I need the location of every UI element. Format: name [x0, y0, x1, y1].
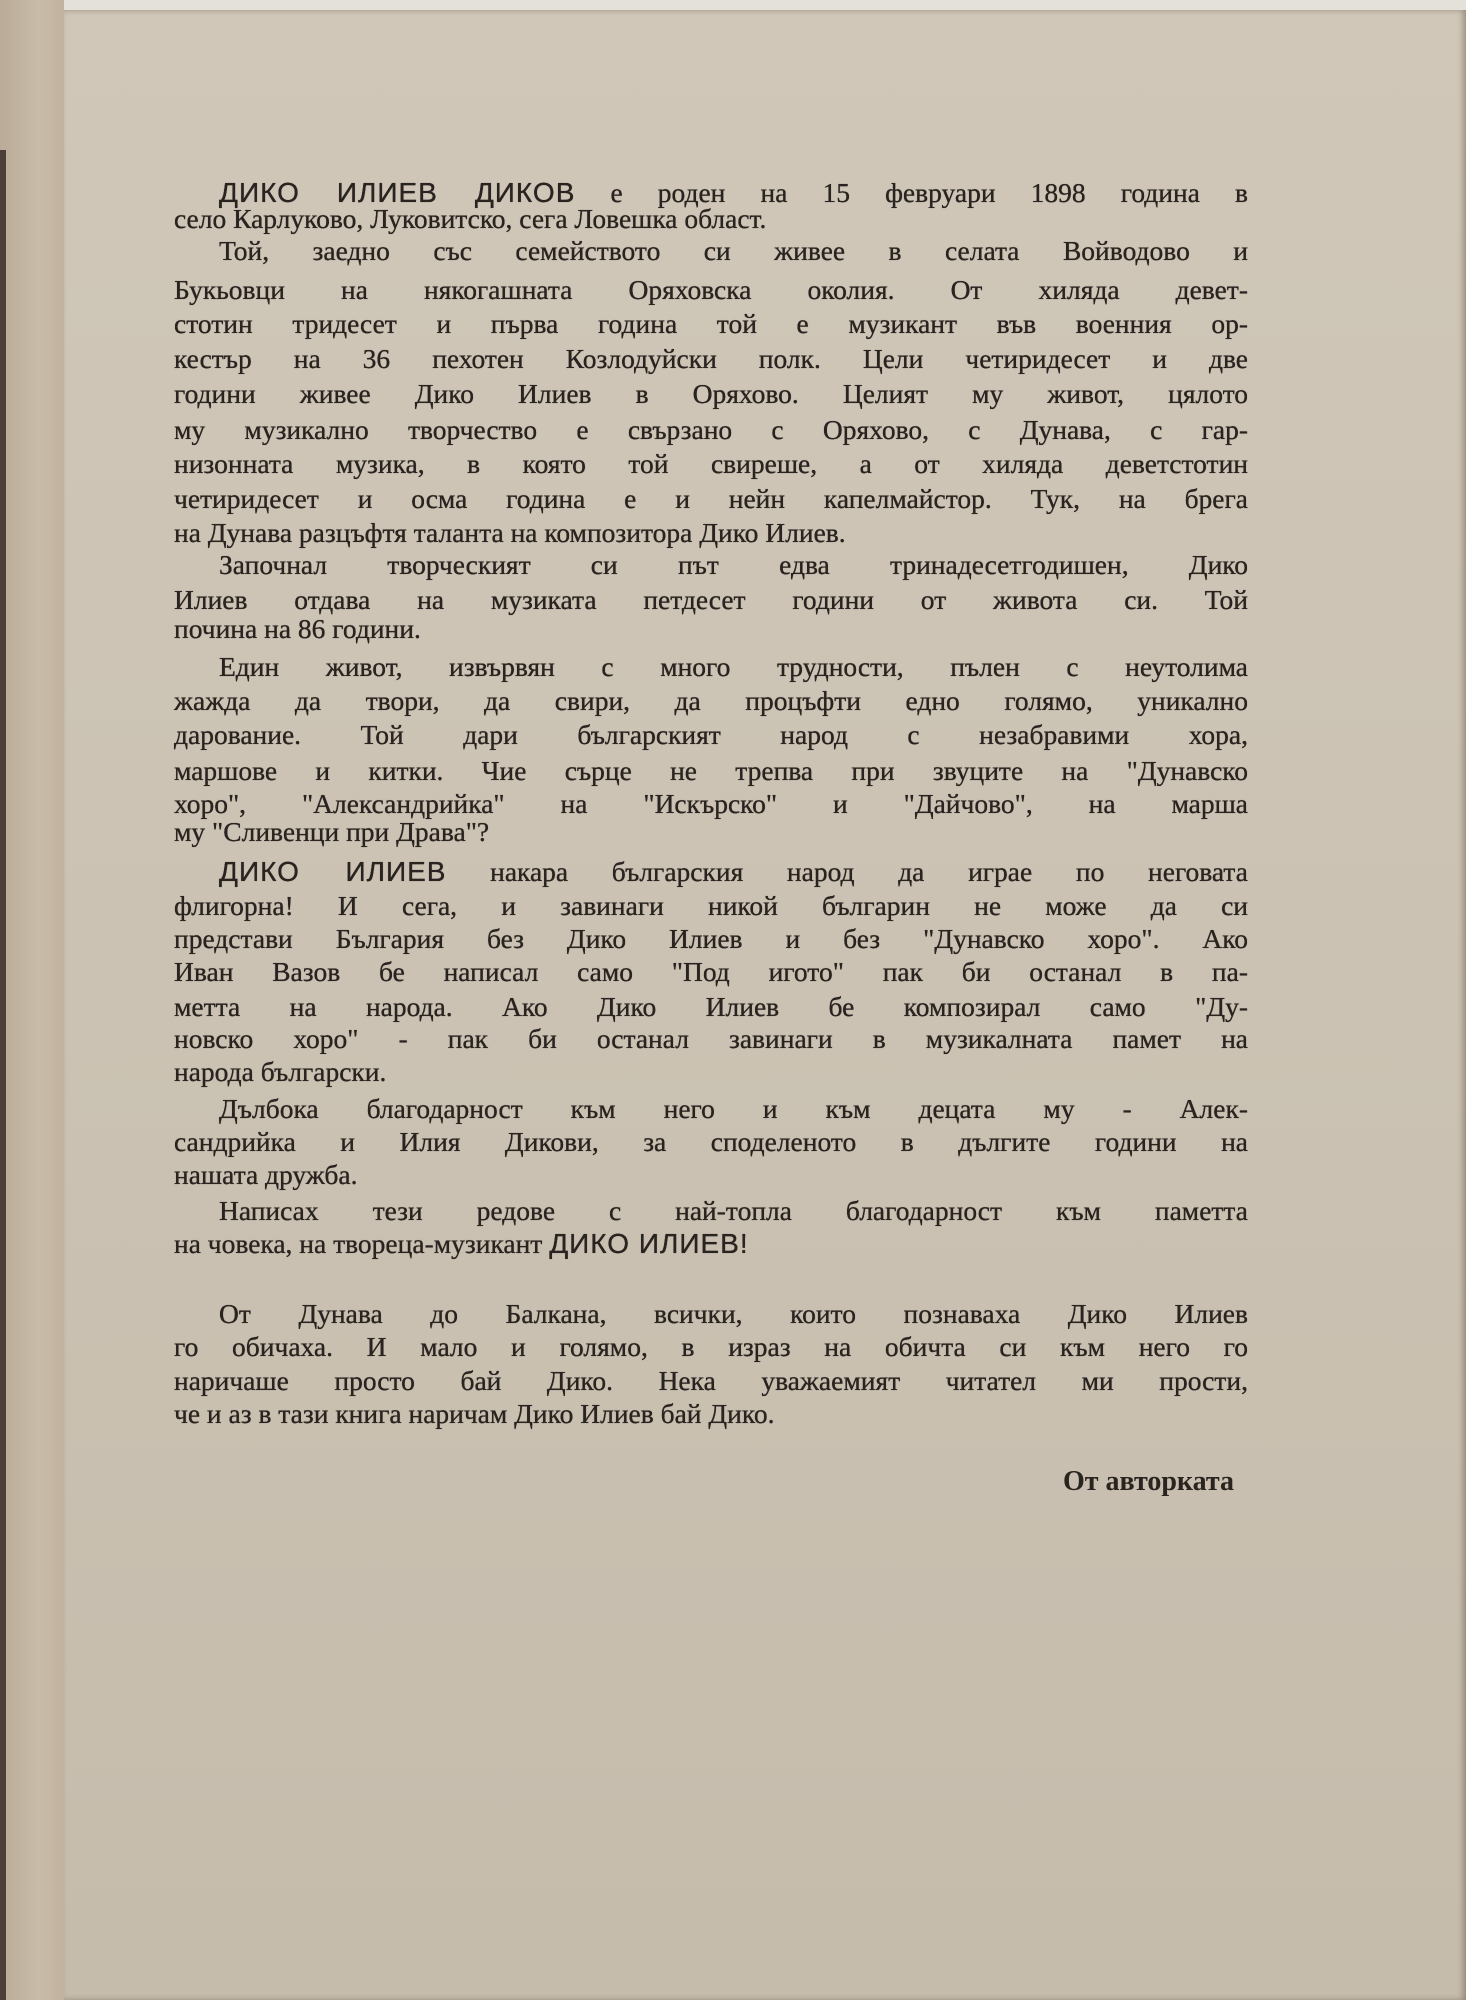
- text-segment: село Карлуково, Луковитско, сега Ловешка област.: [174, 203, 767, 234]
- text-segment: на човека, на твореца-музикант: [174, 1228, 550, 1259]
- text-segment: дарование. Той дари българският народ с незабравими хора,: [174, 719, 1248, 750]
- text-line: [174, 990, 1248, 1024]
- adjacent-page-edge: [0, 0, 66, 2000]
- text-line: [174, 922, 1248, 956]
- text-segment: Той, заедно със семейството си живее в селата Войводово и: [219, 235, 1248, 266]
- text-line: [219, 855, 1248, 889]
- text-line: [174, 684, 1248, 718]
- text-line: [174, 307, 1248, 341]
- text-segment: нашата дружба.: [174, 1159, 358, 1190]
- text-segment: Илиев отдава на музиката петдесет години от живота си. Той: [174, 584, 1248, 615]
- text-segment: наричаше просто бай Дико. Нека уважаемият читател ми прости,: [174, 1365, 1248, 1396]
- text-segment: флигорна! И сега, и завинаги никой българин не може да си: [174, 890, 1248, 921]
- text-segment: маршове и китки. Чие сърце не трепва при звуците на "Дунавско: [174, 755, 1248, 786]
- text-segment: метта на народа. Ако Дико Илиев бе композирал само "Ду-: [174, 991, 1248, 1022]
- text-line: [174, 1227, 1248, 1261]
- text-segment: кестър на 36 пехотен Козлодуйски полк. Цели четиридесет и две: [174, 343, 1248, 374]
- text-segment: Иван Вазов бе написал само "Под игото" пак би останал в па-: [174, 956, 1248, 987]
- text-line: [174, 815, 1248, 849]
- text-line: [174, 273, 1248, 307]
- book-binding: [0, 150, 6, 2000]
- text-line: [174, 889, 1248, 923]
- text-line: [174, 377, 1248, 411]
- text-line: [219, 650, 1248, 684]
- text-line: [219, 548, 1248, 582]
- text-line: [174, 1022, 1248, 1056]
- text-segment: народа български.: [174, 1056, 387, 1087]
- text-line: [174, 202, 1248, 236]
- text-segment: години живее Дико Илиев в Оряхово. Целият му живот, цялото: [174, 378, 1248, 409]
- text-segment: новско хоро" - пак би останал завинаги в музикалната памет на: [174, 1023, 1248, 1054]
- text-line: [174, 516, 1248, 550]
- text-segment: го обичаха. И мало и голямо, в израз на обичта си към него го: [174, 1331, 1248, 1362]
- text-line: [174, 413, 1248, 447]
- text-segment: жажда да твори, да свири, да процъфти едно голямо, уникално: [174, 685, 1248, 716]
- text-line: [174, 1397, 1248, 1431]
- text-segment: е роден на 15 февруари 1898 година в: [575, 177, 1248, 208]
- text-line: [174, 1055, 1248, 1089]
- text-line: [219, 1297, 1248, 1331]
- text-line: [174, 1364, 1248, 1398]
- text-segment: стотин тридесет и първа година той е музикант във военния ор-: [174, 308, 1248, 339]
- text-line: [174, 482, 1248, 516]
- text-segment: му музикално творчество е свързано с Оряхово, с Дунава, с гар-: [174, 414, 1248, 445]
- emphasized-name: ДИКО ИЛИЕВ ДИКОВ: [219, 177, 576, 208]
- text-segment: хоро", "Александрийка" на "Искърско" и "Дайчово", на марша: [174, 788, 1248, 819]
- text-line: [174, 955, 1248, 989]
- text-segment: на Дунава разцъфтя таланта на композитора Дико Илиев.: [174, 517, 846, 548]
- text-segment: От Дунава до Балкана, всички, които познаваха Дико Илиев: [219, 1298, 1248, 1329]
- text-segment: представи България без Дико Илиев и без "Дунавско хоро". Ако: [174, 923, 1248, 954]
- text-segment: Един живот, извървян с много трудности, пълен с неутолима: [219, 651, 1248, 682]
- text-segment: сандрийка и Илия Дикови, за споделеното в дългите години на: [174, 1126, 1248, 1157]
- text-line: [219, 1092, 1248, 1126]
- text-segment: накара българския народ да играе по неговата: [446, 856, 1248, 887]
- text-line: [174, 718, 1248, 752]
- text-segment: почина на 86 години.: [174, 613, 421, 644]
- text-line: [219, 1194, 1248, 1228]
- text-line: [174, 1125, 1248, 1159]
- signature: От авторката: [1063, 1466, 1234, 1497]
- emphasized-name: ДИКО ИЛИЕВ: [219, 856, 447, 887]
- text-line: [174, 754, 1248, 788]
- text-segment: Започнал творческият си път едва тринадесетгодишен, Дико: [219, 549, 1248, 580]
- text-segment: Написах тези редове с най-топла благодарност към паметта: [219, 1195, 1248, 1226]
- text-line: [174, 1158, 1248, 1192]
- text-segment: низонната музика, в която той свиреше, а от хиляда деветстотин: [174, 448, 1248, 479]
- text-segment: му "Сливенци при Драва"?: [174, 816, 490, 847]
- text-line: [174, 342, 1248, 376]
- emphasized-name: ДИКО ИЛИЕВ!: [549, 1228, 749, 1259]
- text-segment: четиридесет и осма година е и нейн капелмайстор. Тук, на брега: [174, 483, 1248, 514]
- text-segment: Букьовци на някогашната Оряховска околия. От хиляда девет-: [174, 274, 1248, 305]
- text-line: [219, 234, 1248, 268]
- text-line: [174, 612, 1248, 646]
- text-line: [174, 1330, 1248, 1364]
- text-segment: Дълбока благодарност към него и към децата му - Алек-: [219, 1093, 1248, 1124]
- text-segment: че и аз в тази книга наричам Дико Илиев бай Дико.: [174, 1398, 775, 1429]
- text-line: [174, 447, 1248, 481]
